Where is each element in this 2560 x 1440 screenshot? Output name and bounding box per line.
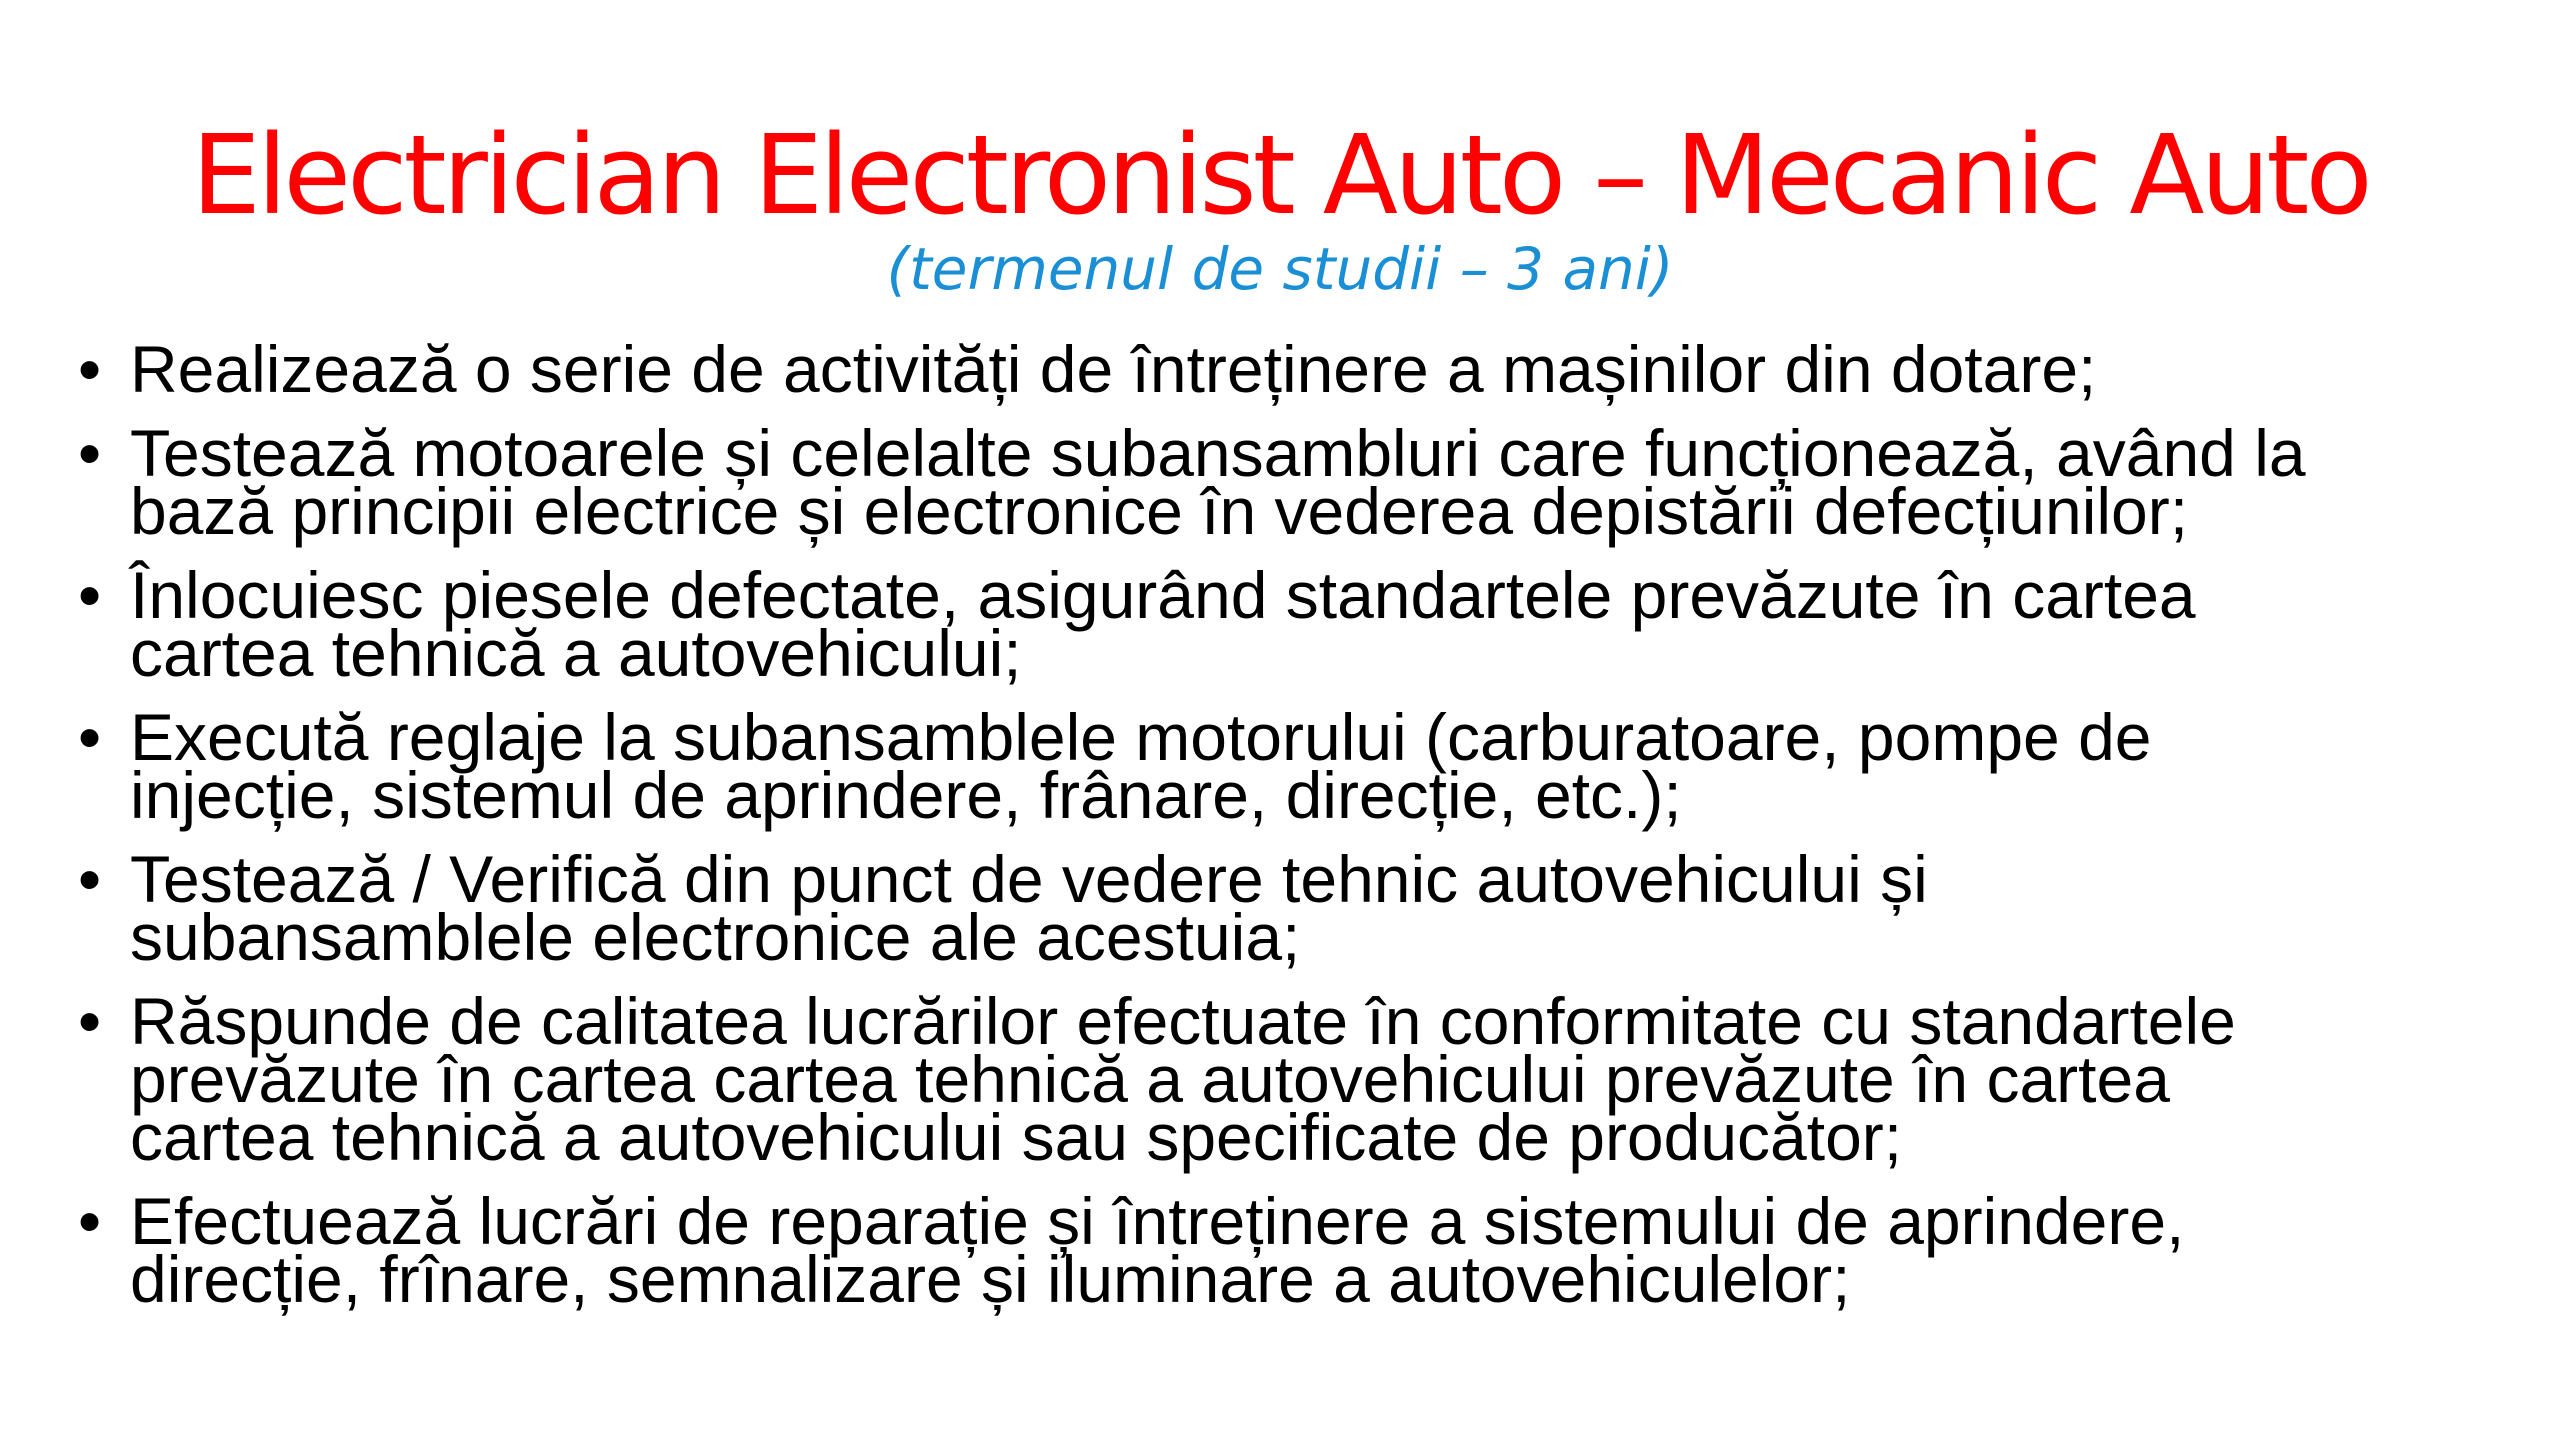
bullet-item [0,984,2550,1174]
bullet-text-line: Înlocuiesc piesele defectate, asigurând standartele prevăzute în cartea [130,558,2196,632]
bullet-marker: • [78,1184,102,1258]
bullet-text-line: direcție, frînare, semnalizare și iluminare a autovehiculelor; [130,1242,1851,1316]
bullet-marker: • [78,558,102,632]
bullet-item [0,700,2550,832]
bullet-item [0,416,2550,548]
bullet-marker: • [78,984,102,1058]
bullet-text-line: Realizează o serie de activități de întreținere a mașinilor din dotare; [130,332,2097,406]
slide-subtitle: (termenul de studii – 3 ani) [886,235,1674,303]
bullet-item [0,1184,2550,1316]
bullet-marker: • [78,416,102,490]
bullet-item [0,558,2550,690]
bullet-marker: • [78,700,102,774]
bullet-text-line: subansamblele electronice ale acestuia; [130,900,1301,974]
bullet-text-line: Testează motoarele și celelalte subansambluri care funcționează, având la [130,416,2306,490]
bullet-text-line: injecție, sistemul de aprindere, frânare, direcție, etc.); [130,758,1682,832]
bullet-text-line: Efectuează lucrări de reparație și întreținere a sistemului de aprindere, [130,1184,2185,1258]
bullet-marker: • [78,332,102,406]
bullet-item [0,842,2550,974]
bullet-text-line: Răspunde de calitatea lucrărilor efectuate în conformitate cu standartele [130,984,2236,1058]
bullet-text-line: cartea tehnică a autovehicului; [130,616,1022,690]
bullet-marker: • [78,842,102,916]
slide-title: Electrician Electronist Auto – Mecanic Auto [191,111,2369,239]
bullet-text-line: Testează / Verifică din punct de vedere tehnic autovehicului și [130,842,1928,916]
bullet-text-line: prevăzute în cartea cartea tehnică a autovehicului prevăzute în cartea [130,1042,2170,1116]
bullet-item [0,332,2550,406]
bullet-text-line: Execută reglaje la subansamblele motorului (carburatoare, pompe de [130,700,2152,774]
bullet-list [0,332,2560,1334]
bullet-text-line: cartea tehnică a autovehicului sau specificate de producător; [130,1100,1903,1174]
bullet-text-line: bază principii electrice și electronice în vederea depistării defecțiunilor; [130,474,2189,548]
